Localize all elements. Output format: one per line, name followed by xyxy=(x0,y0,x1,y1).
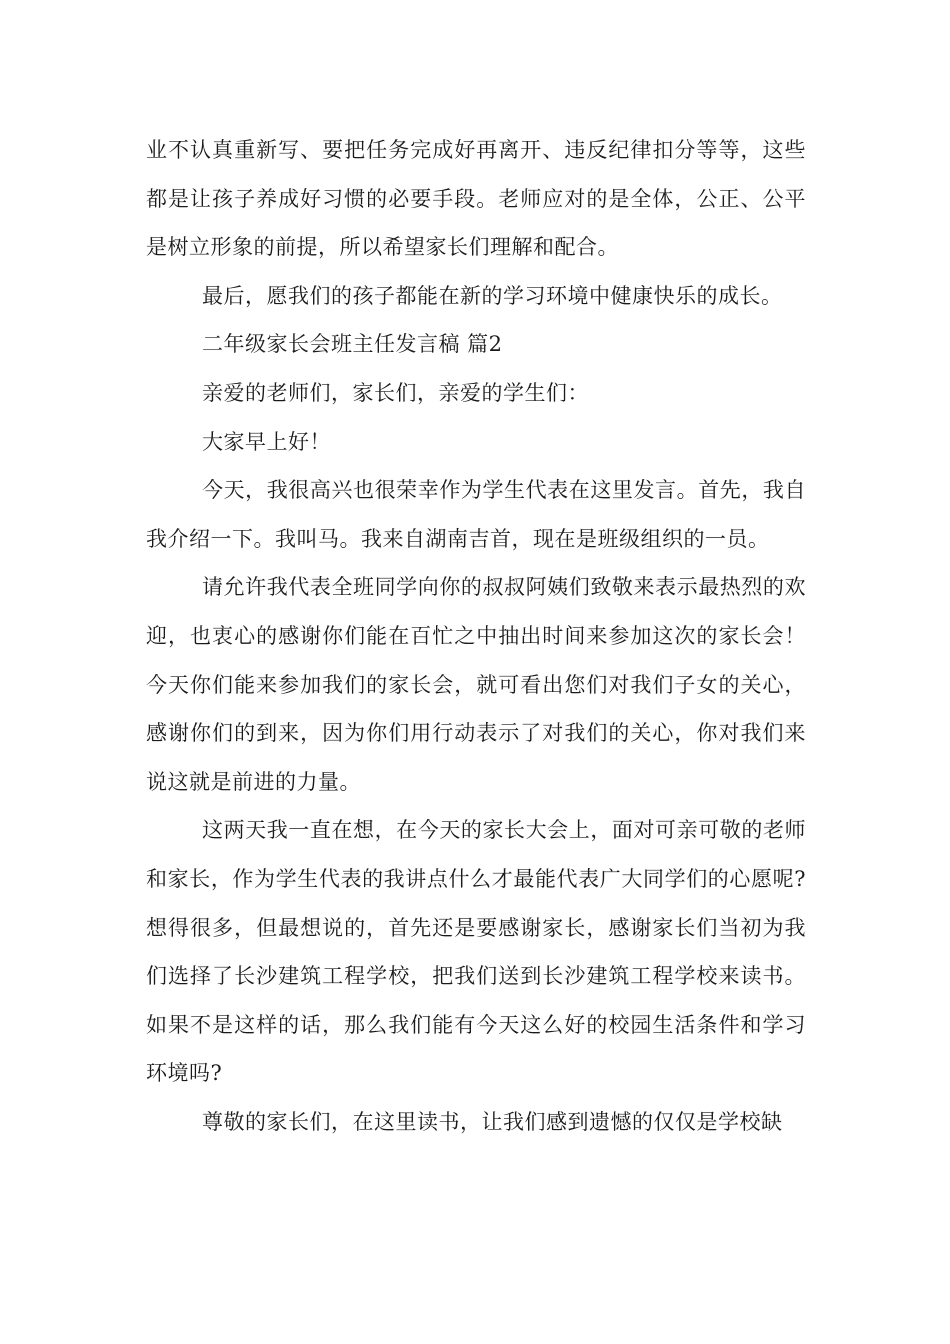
section-heading: 二年级家长会班主任发言稿 篇2 xyxy=(202,332,503,357)
paragraph-welcome: 请允许我代表全班同学向你的叔叔阿姨们致敬来表示最热烈的欢迎，也衷心的感谢你们能在百忙之中抽出时间来参加这次的家长会！今天你们能来参加我们的家长会，就可看出您们对我们子女的关心，感谢你们的到来，因为你们用行动表示了对我们的关心，你对我们来说这就是前进的力量。 xyxy=(146,575,806,794)
paragraph-regret: 尊敬的家长们，在这里读书，让我们感到遗憾的仅仅是学校缺 xyxy=(202,1109,783,1134)
paragraph-closing-wish: 最后，愿我们的孩子都能在新的学习环境中健康快乐的成长。 xyxy=(202,283,783,308)
paragraph-salutation: 亲爱的老师们，家长们，亲爱的学生们： xyxy=(202,380,589,405)
document-body xyxy=(146,126,806,1146)
paragraph-gratitude: 这两天我一直在想，在今天的家长大会上，面对可亲可敬的老师和家长，作为学生代表的我讲点什么才最能代表广大同学们的心愿呢?想得很多，但最想说的，首先还是要感谢家长，感谢家长们当初为我们选择了长沙建筑工程学校，把我们送到长沙建筑工程学校来读书。如果不是这样的话，那么我们能有今天这么好的校园生活条件和学习环境吗? xyxy=(146,818,806,1086)
paragraph-continuation: 业不认真重新写、要把任务完成好再离开、违反纪律扣分等等，这些都是让孩子养成好习惯的必要手段。老师应对的是全体，公正、公平是树立形象的前提，所以希望家长们理解和配合。 xyxy=(146,138,806,260)
paragraph-self-introduction: 今天，我很高兴也很荣幸作为学生代表在这里发言。首先，我自我介绍一下。我叫马。我来自湖南吉首，现在是班级组织的一员。 xyxy=(146,478,806,551)
paragraph-greeting: 大家早上好！ xyxy=(202,429,331,454)
